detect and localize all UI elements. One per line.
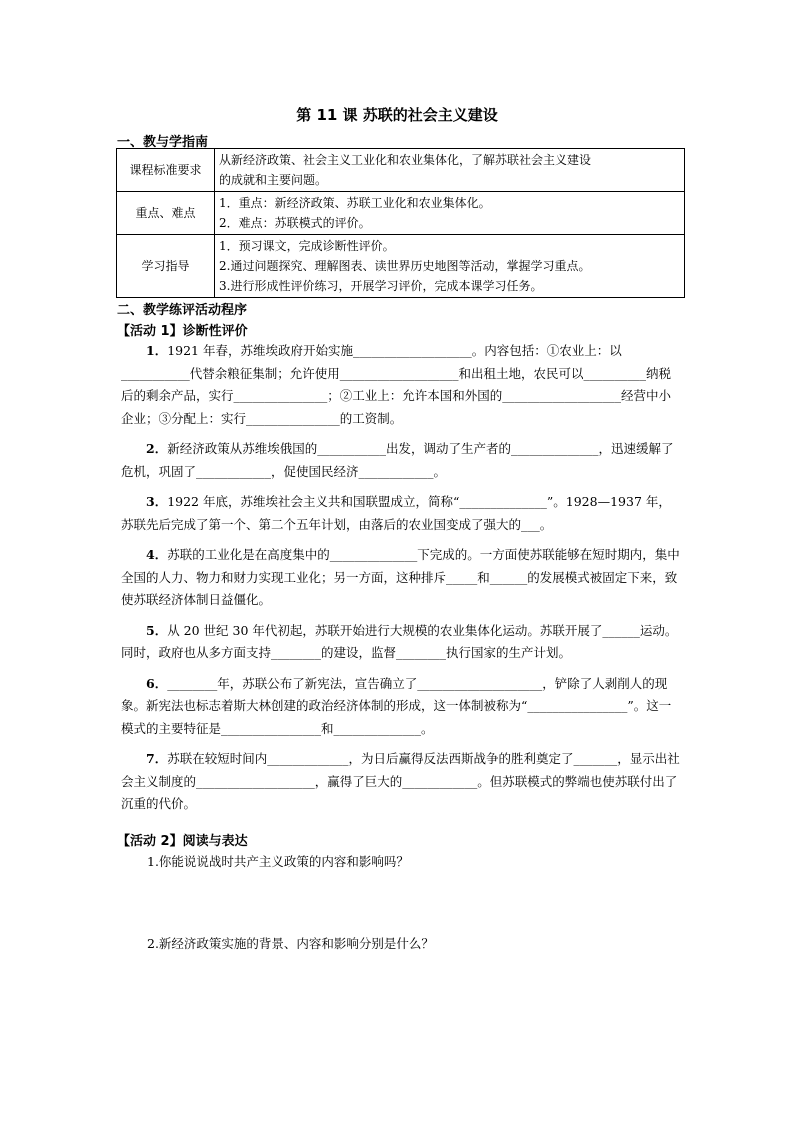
table-line: 从新经济政策、社会主义工业化和农业集体化，了解苏联社会主义建设 <box>219 153 592 167</box>
table-line: 1．重点：新经济政策、苏联工业化和农业集体化。 <box>219 196 491 210</box>
list-item: 7．苏联在较短时间内_____________，为日后赢得反法西斯战争的胜利奠定了_______，显示出社会主义制度的___________________，赢得了巨大的____________。但苏联模式的弊端也使苏联付出了沉重的代价。 <box>121 751 680 811</box>
table-line: 2．难点：苏联模式的评价。 <box>219 216 371 230</box>
section-heading-procedure: 二、教学练评活动程序 <box>117 303 248 318</box>
activity-1-heading: 【活动 1】诊断性评价 <box>117 324 248 339</box>
table-row <box>117 192 685 235</box>
list-item: 6．________年，苏联公布了新宪法，宣告确立了____________________，铲除了人剥削人的现象。新宪法也标志着斯大林创建的政治经济体制的形成，这一体制被称为“________________”。这一模式的主要特征是________________和______________。 <box>121 675 672 736</box>
list-item: 3．1922 年底，苏维埃社会主义共和国联盟成立，简称“______________”。1928—1937 年，苏联先后完成了第一个、第二个五年计划，由落后的农业国变成了强大的___。 <box>121 494 671 532</box>
table-content <box>215 235 685 298</box>
list-item: 5．从 20 世纪 30 年代初起，苏联开始进行大规模的农业集体化运动。苏联开展了______运动。同时，政府也从多方面支持________的建设，监督________执行国家的生产计划。 <box>121 622 678 660</box>
question-2: 2.新经济政策实施的背景、内容和影响分别是什么？ <box>147 936 434 951</box>
list-item: 2．新经济政策从苏维埃俄国的___________出发，调动了生产者的______________，迅速缓解了危机，巩固了____________，促使国民经济____________。 <box>121 441 674 479</box>
list-item: 4．苏联的工业化是在高度集中的______________下完成的。一方面使苏联能够在短时期内，集中全国的人力、物力和财力实现工业化；另一方面，这种排斥_____和______的发展模式被固定下来，致使苏联经济体制日益僵化。 <box>121 547 680 607</box>
page-title: 第 11 课 苏联的社会主义建设 <box>296 106 498 124</box>
table-label: 重点、难点 <box>117 192 215 235</box>
activity-2-heading: 【活动 2】阅读与表达 <box>117 834 248 849</box>
table-content <box>215 149 685 192</box>
table-row <box>117 149 685 192</box>
table-row <box>117 235 685 298</box>
table-line: 3.进行形成性评价练习，开展学习评价，完成本课学习任务。 <box>219 279 543 293</box>
list-item: 1．1921 年春，苏维埃政府开始实施___________________。内容包括：①农业上：以___________代替余粮征集制；允许使用___________________和出租土地，农民可以__________纳税后的剩余产品，实行_______________；②工业上：允许本国和外国的___________________经营中小企业；③分配上：实行_______________的工资制。 <box>121 343 672 426</box>
table-line: 的成就和主要问题。 <box>219 173 328 187</box>
table-label: 课程标准要求 <box>117 149 215 192</box>
table-content <box>215 192 685 235</box>
section-heading-guide: 一、教与学指南 <box>117 135 209 150</box>
table-line: 2.通过问题探究、理解图表、读世界历史地图等活动，掌握学习重点。 <box>219 259 591 273</box>
question-1: 1.你能说说战时共产主义政策的内容和影响吗？ <box>147 854 409 869</box>
table-line: 1．预习课文，完成诊断性评价。 <box>219 239 395 253</box>
fill-in-items <box>121 340 681 816</box>
table-label: 学习指导 <box>117 235 215 298</box>
guide-table <box>116 148 685 298</box>
